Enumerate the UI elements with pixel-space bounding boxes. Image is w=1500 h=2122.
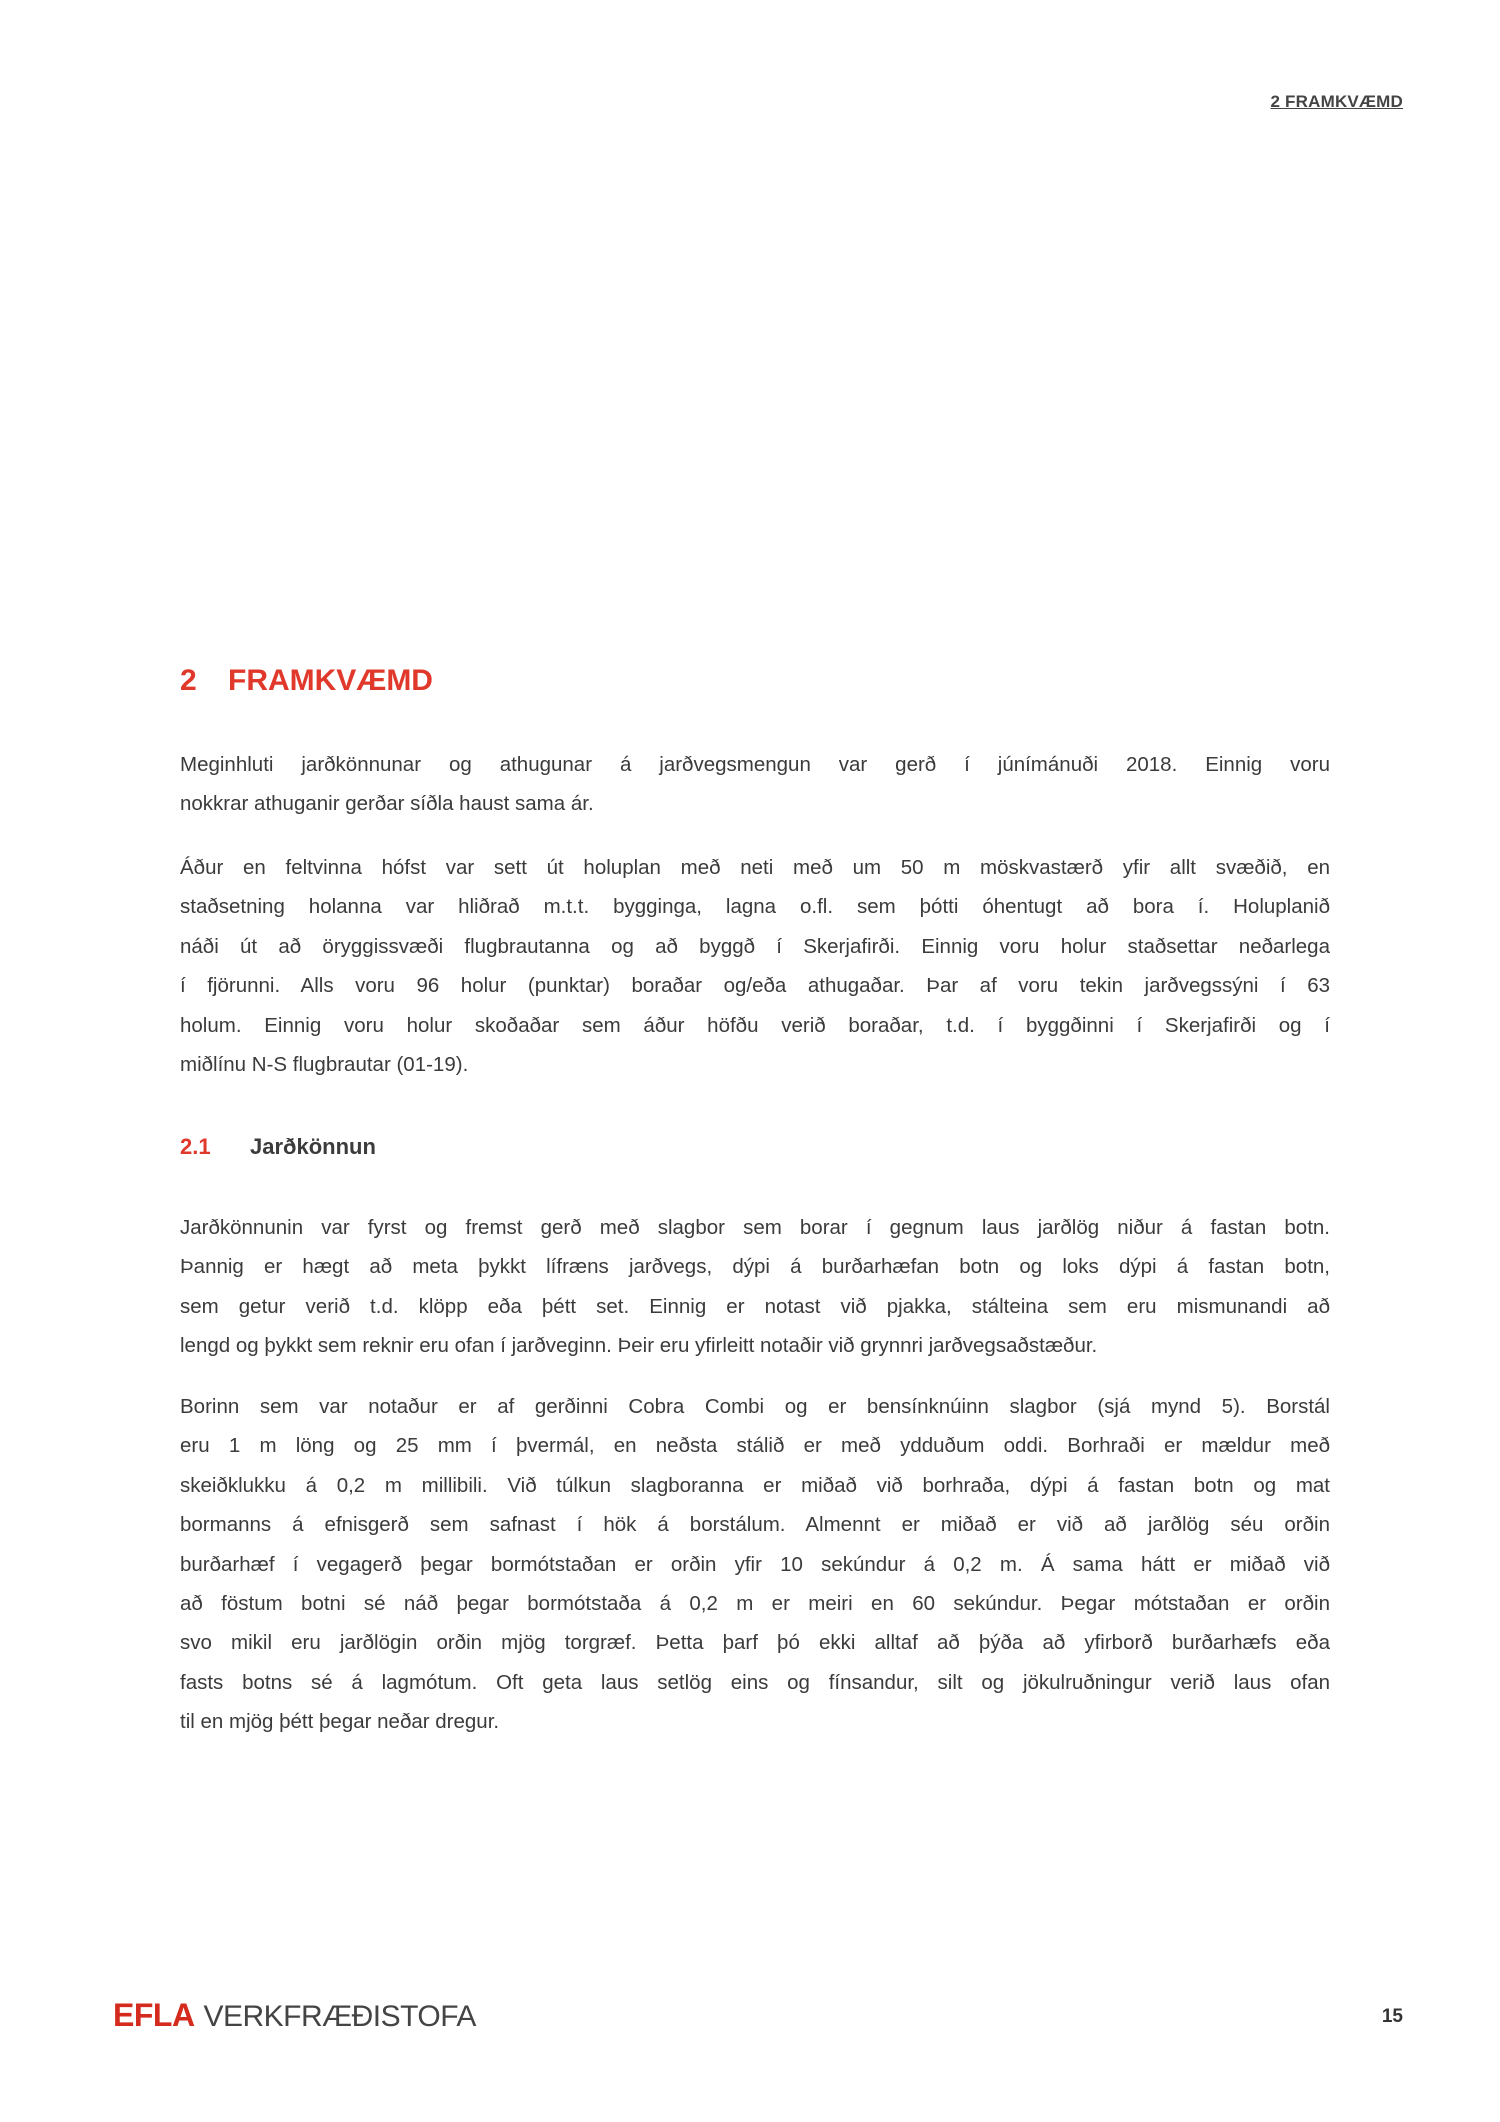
paragraph-intro-2 xyxy=(180,848,1330,1084)
section-number: 2 xyxy=(180,664,197,697)
text-line: skeiðklukku á 0,2 m millibili. Við túlkun slagboranna er miðað við borhraða, dýpi á fastan botn og mat xyxy=(180,1473,1330,1497)
section-title: FRAMKVÆMD xyxy=(228,664,433,697)
text-line: Meginhluti jarðkönnunar og athugunar á jarðvegsmengun var gerð í júnímánuði 2018. Einnig voru xyxy=(180,753,1330,776)
text-line: Borinn sem var notaður er af gerðinni Cobra Combi og er bensínknúinn slagbor (sjá mynd 5). Borstál xyxy=(180,1395,1330,1418)
text-line: lengd og þykkt sem reknir eru ofan í jarðveginn. Þeir eru yfirleitt notaðir við grynnri jarðvegsaðstæður. xyxy=(180,1334,1098,1358)
text-line: að föstum botni sé náð þegar bormótstaða á 0,2 m er meiri en 60 sekúndur. Þegar mótstaðan er orðin xyxy=(180,1592,1330,1616)
paragraph-sub-1 xyxy=(180,1208,1330,1366)
text-line: svo mikil eru jarðlögin orðin mjög torgræf. Þetta þarf þó ekki alltaf að þýða að yfirborð burðarhæfs eða xyxy=(180,1631,1330,1655)
text-line: sem getur verið t.d. klöpp eða þétt set. Einnig er notast við pjakka, stálteina sem eru mismunandi að xyxy=(180,1294,1330,1318)
running-header: 2 FRAMKVÆMD xyxy=(1270,92,1403,111)
paragraph-sub-2 xyxy=(180,1387,1330,1742)
subsection-number: 2.1 xyxy=(180,1134,211,1159)
text-line: staðsetning holanna var hliðrað m.t.t. bygginga, lagna o.fl. sem þótti óhentugt að bora í. Holuplanið xyxy=(180,895,1330,919)
logo-brand: EFLA xyxy=(113,1997,195,2033)
text-line: bormanns á efnisgerð sem safnast í hök á borstálum. Almennt er miðað er við að jarðlög séu orðin xyxy=(180,1513,1330,1537)
text-line: nokkrar athuganir gerðar síðla haust sama ár. xyxy=(180,792,594,816)
text-line: Áður en feltvinna hófst var sett út holuplan með neti með um 50 m möskvastærð yfir allt svæðið, en xyxy=(180,856,1330,879)
text-line: náði út að öryggissvæði flugbrautanna og að byggð í Skerjafirði. Einnig voru holur staðsettar neðarlega xyxy=(180,934,1330,958)
efla-logo xyxy=(113,1995,476,2037)
text-line: Jarðkönnunin var fyrst og fremst gerð með slagbor sem borar í gegnum laus jarðlög niður á fastan botn. xyxy=(180,1216,1330,1239)
text-line: burðarhæf í vegagerð þegar bormótstaðan er orðin yfir 10 sekúndur á 0,2 m. Á sama hátt er miðað við xyxy=(180,1552,1330,1576)
subsection-title: Jarðkönnun xyxy=(250,1134,376,1159)
text-line: í fjörunni. Alls voru 96 holur (punktar) boraðar og/eða athugaðar. Þar af voru tekin jarðvegssýni í 63 xyxy=(180,974,1330,998)
text-line: Þannig er hægt að meta þykkt lífræns jarðvegs, dýpi á burðarhæfan botn og loks dýpi á fastan botn, xyxy=(180,1255,1330,1279)
logo-subtitle: VERKFRÆÐISTOFA xyxy=(203,2000,476,2033)
text-line: eru 1 m löng og 25 mm í þvermál, en neðsta stálið er með ydduðum oddi. Borhraði er mældur með xyxy=(180,1434,1330,1458)
page-number: 15 xyxy=(1381,2006,1403,2027)
text-line: til en mjög þétt þegar neðar dregur. xyxy=(180,1710,500,1734)
text-line: fasts botns sé á lagmótum. Oft geta laus setlög eins og fínsandur, silt og jökulruðningur verið laus ofan xyxy=(180,1670,1330,1694)
paragraph-intro-1 xyxy=(180,745,1330,824)
subsection-heading xyxy=(180,1134,376,1160)
text-line: miðlínu N-S flugbrautar (01-19). xyxy=(180,1053,469,1077)
text-line: holum. Einnig voru holur skoðaðar sem áður höfðu verið boraðar, t.d. í byggðinni í Skerjafirði og í xyxy=(180,1013,1330,1037)
section-heading xyxy=(180,664,433,698)
